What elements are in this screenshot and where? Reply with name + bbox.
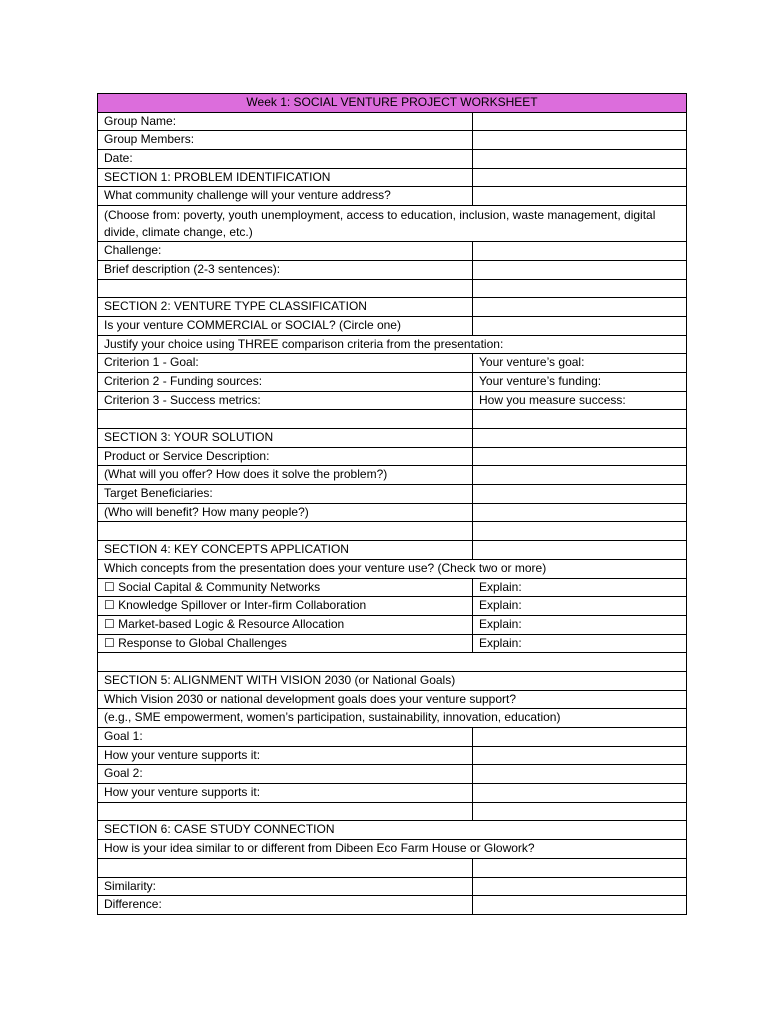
row-answer-cell	[473, 746, 687, 765]
row-answer-cell	[473, 410, 687, 429]
worksheet-row	[98, 784, 687, 803]
row-text: Justify your choice using THREE comparison criteria from the presentation:	[98, 335, 687, 354]
row-label: Is your venture COMMERCIAL or SOCIAL? (Circle one)	[98, 316, 473, 335]
row-answer-cell	[473, 877, 687, 896]
row-label	[98, 802, 473, 821]
row-answer-cell	[473, 541, 687, 560]
worksheet-row	[98, 597, 687, 616]
worksheet-title-row	[98, 94, 687, 113]
row-label: Criterion 1 - Goal:	[98, 354, 473, 373]
row-answer-cell	[473, 316, 687, 335]
row-label: Product or Service Description:	[98, 447, 473, 466]
row-answer-cell	[473, 150, 687, 169]
row-answer-cell	[473, 131, 687, 150]
row-answer-cell	[473, 429, 687, 448]
row-label	[98, 279, 473, 298]
worksheet-title: Week 1: SOCIAL VENTURE PROJECT WORKSHEET	[98, 94, 687, 113]
row-label: Date:	[98, 150, 473, 169]
row-answer-cell	[473, 896, 687, 915]
worksheet-row	[98, 503, 687, 522]
worksheet-row	[98, 354, 687, 373]
worksheet-row	[98, 634, 687, 653]
row-answer-cell	[473, 858, 687, 877]
worksheet-row	[98, 335, 687, 354]
row-label: SECTION 4: KEY CONCEPTS APPLICATION	[98, 541, 473, 560]
row-text: How is your idea similar to or different from Dibeen Eco Farm House or Glowork?	[98, 840, 687, 859]
row-text: SECTION 6: CASE STUDY CONNECTION	[98, 821, 687, 840]
row-answer-cell: Explain:	[473, 634, 687, 653]
row-answer-cell: How you measure success:	[473, 391, 687, 410]
row-label: Difference:	[98, 896, 473, 915]
row-label: Similarity:	[98, 877, 473, 896]
row-answer-cell: Explain:	[473, 578, 687, 597]
row-label: (What will you offer? How does it solve the problem?)	[98, 466, 473, 485]
row-label: ☐ Social Capital & Community Networks	[98, 578, 473, 597]
row-label: How your venture supports it:	[98, 784, 473, 803]
worksheet-row	[98, 279, 687, 298]
row-label: Group Members:	[98, 131, 473, 150]
row-answer-cell	[473, 187, 687, 206]
row-label: Brief description (2-3 sentences):	[98, 260, 473, 279]
row-answer-cell	[473, 765, 687, 784]
row-answer-cell	[473, 522, 687, 541]
row-answer-cell	[473, 168, 687, 187]
row-answer-cell	[473, 298, 687, 317]
row-label: ☐ Market-based Logic & Resource Allocation	[98, 615, 473, 634]
worksheet-row	[98, 242, 687, 261]
worksheet-row	[98, 298, 687, 317]
row-answer-cell	[473, 802, 687, 821]
worksheet-row	[98, 410, 687, 429]
row-label: SECTION 3: YOUR SOLUTION	[98, 429, 473, 448]
row-label: What community challenge will your venture address?	[98, 187, 473, 206]
row-answer-cell	[473, 466, 687, 485]
worksheet-row	[98, 391, 687, 410]
row-label: Criterion 3 - Success metrics:	[98, 391, 473, 410]
worksheet-row	[98, 131, 687, 150]
row-label	[98, 858, 473, 877]
worksheet-row	[98, 821, 687, 840]
worksheet-body	[98, 94, 687, 915]
worksheet-row	[98, 559, 687, 578]
row-answer-cell	[473, 728, 687, 747]
row-label: SECTION 2: VENTURE TYPE CLASSIFICATION	[98, 298, 473, 317]
row-answer-cell: Your venture’s funding:	[473, 372, 687, 391]
worksheet-row	[98, 690, 687, 709]
row-label: Target Beneficiaries:	[98, 485, 473, 504]
worksheet-row	[98, 802, 687, 821]
worksheet-row	[98, 746, 687, 765]
worksheet-row	[98, 168, 687, 187]
row-answer-cell: Your venture’s goal:	[473, 354, 687, 373]
worksheet-row	[98, 522, 687, 541]
row-answer-cell	[473, 485, 687, 504]
row-answer-cell	[473, 242, 687, 261]
row-label: Goal 2:	[98, 765, 473, 784]
row-text: (Choose from: poverty, youth unemployment, access to education, inclusion, waste management, digital divide, climate change, etc.)	[98, 206, 687, 242]
row-label: SECTION 1: PROBLEM IDENTIFICATION	[98, 168, 473, 187]
worksheet-row	[98, 466, 687, 485]
worksheet-row	[98, 316, 687, 335]
row-text: Which Vision 2030 or national development goals does your venture support?	[98, 690, 687, 709]
row-text: Which concepts from the presentation does your venture use? (Check two or more)	[98, 559, 687, 578]
worksheet-row	[98, 896, 687, 915]
worksheet-row	[98, 429, 687, 448]
worksheet-row	[98, 765, 687, 784]
worksheet-row	[98, 541, 687, 560]
row-label	[98, 410, 473, 429]
worksheet-row	[98, 372, 687, 391]
row-label: (Who will benefit? How many people?)	[98, 503, 473, 522]
row-text	[98, 653, 687, 672]
worksheet-row	[98, 578, 687, 597]
row-answer-cell	[473, 279, 687, 298]
worksheet-row	[98, 485, 687, 504]
worksheet-row	[98, 877, 687, 896]
worksheet-row	[98, 858, 687, 877]
row-label: Challenge:	[98, 242, 473, 261]
worksheet-row	[98, 840, 687, 859]
worksheet-row	[98, 447, 687, 466]
worksheet-row	[98, 615, 687, 634]
worksheet-row	[98, 187, 687, 206]
row-answer-cell	[473, 112, 687, 131]
row-label: Criterion 2 - Funding sources:	[98, 372, 473, 391]
worksheet-row	[98, 671, 687, 690]
row-answer-cell: Explain:	[473, 597, 687, 616]
worksheet-row	[98, 728, 687, 747]
row-answer-cell	[473, 447, 687, 466]
row-label	[98, 522, 473, 541]
worksheet-row	[98, 150, 687, 169]
worksheet-row	[98, 112, 687, 131]
row-answer-cell: Explain:	[473, 615, 687, 634]
row-label: Goal 1:	[98, 728, 473, 747]
row-text: SECTION 5: ALIGNMENT WITH VISION 2030 (or National Goals)	[98, 671, 687, 690]
row-answer-cell	[473, 260, 687, 279]
worksheet-table	[97, 93, 687, 915]
row-label: Group Name:	[98, 112, 473, 131]
row-label: ☐ Knowledge Spillover or Inter-firm Collaboration	[98, 597, 473, 616]
row-answer-cell	[473, 503, 687, 522]
row-label: ☐ Response to Global Challenges	[98, 634, 473, 653]
worksheet-row	[98, 709, 687, 728]
row-text: (e.g., SME empowerment, women’s participation, sustainability, innovation, education)	[98, 709, 687, 728]
worksheet-row	[98, 653, 687, 672]
row-label: How your venture supports it:	[98, 746, 473, 765]
worksheet-row	[98, 206, 687, 242]
row-answer-cell	[473, 784, 687, 803]
worksheet-row	[98, 260, 687, 279]
